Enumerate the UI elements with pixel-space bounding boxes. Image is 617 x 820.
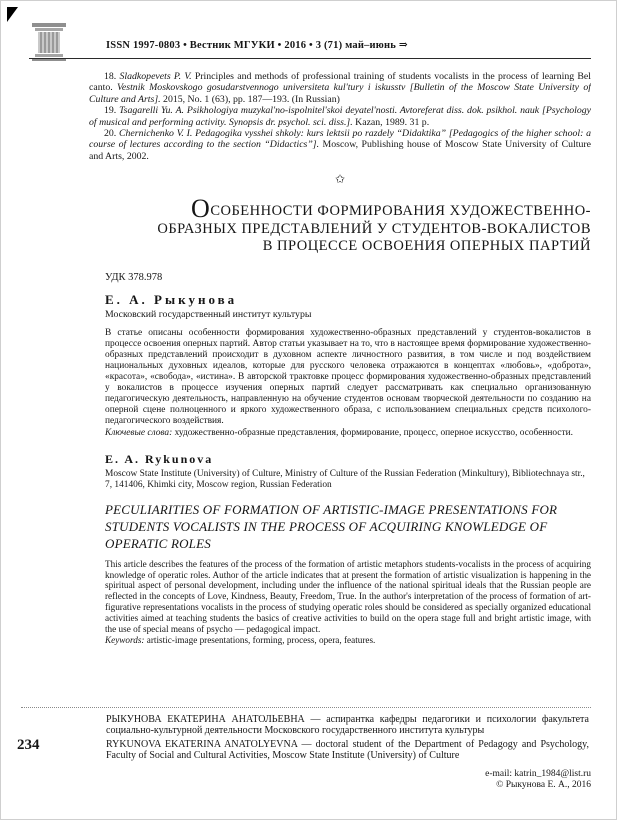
page-number: 234	[17, 737, 40, 753]
keywords-en-label: Keywords:	[105, 635, 145, 646]
reference-tail: Kazan, 1989. 31 p.	[352, 116, 430, 128]
reference-author: Sladkopevets P. V.	[119, 71, 195, 82]
reference-tail: 2015, No. 1 (63), pp. 187—193. (In Russian)	[160, 93, 340, 105]
author-affiliation-en: Moscow State Institute (University) of Culture, Ministry of Culture of the Russian Federation (Minkultury), Bibliotechnaya str., 7, 141406, Khimki city, Moscow region, Russian Federation	[105, 468, 585, 491]
keywords-en	[105, 635, 591, 646]
reference-item-20	[89, 128, 591, 162]
abstract-ru: В статье описаны особенности формирования художественно-образных представлений у студентов-вокалистов в процессе освоения оперных партий. Автор статьи указывает на то, что в настоящее время формирование художественно-образных представлений происходит в духовном аспекте личностного развития, в том числе и под воздействием национальных духовных идеалов, которые для русского человека отражаются в концептах «любовь», «доброта», «красота», «свобода», «истина». В авторской трактовке процесс формирования художественно-образных представлений у вокалистов в процессе изучения оперных партий следует рассматривать как специально организованную педагогическую деятельность, направленную на обучение студентов основам творческой деятельности по созданию на оперной сцене полноценного и яркого художественного образа, с использованием специальных средств психолого-педагогического воздействия.	[105, 327, 591, 426]
keywords-ru-label: Ключевые слова:	[105, 427, 173, 438]
reference-number: 20.	[104, 128, 119, 140]
references-section	[89, 71, 591, 162]
article-title-ru	[89, 194, 591, 256]
author-affiliation-ru: Московский государственный институт культуры	[105, 308, 312, 320]
title-line-2: ОБРАЗНЫХ ПРЕДСТАВЛЕНИЙ У СТУДЕНТОВ-ВОКАЛИСТОВ	[157, 220, 591, 237]
title-line-1	[89, 194, 591, 224]
udc-code: УДК 378.978	[105, 271, 163, 283]
author-email: e-mail: katrin_1984@list.ru	[485, 769, 591, 780]
reference-source: Vestnik Moskovskogo gosudarstvennogo universiteta kul'tury i iskusstv [Bulletin of the Moscow State University of Culture and Arts].	[89, 82, 591, 105]
abstract-en: This article describes the features of the process of the formation of artistic metaphors students-vocalists in the process of acquiring knowledge of operatic roles. Author of the article indicates that at present the formation of artistic visualization is happening in the spiritual aspect of personal development, including under the influence of the national spiritual ideals that the Russian people are reflected in the concepts of Love, Kindness, Beauty, Freedom, True. In the author's interpretation of the process of formation of art-figurative representations vocalists in the process of studying operatic roles should be considered as specially organized educational activities aimed at teaching students the basics of creative activities to build on the opera stage full and bright artistic image, with the use of special means of psycho — pedagogical impact.	[105, 558, 591, 634]
article-ru-block	[105, 272, 591, 439]
section-star-divider-icon: ✩	[334, 172, 346, 187]
reference-author: Chernichenko V. I.	[119, 128, 196, 140]
title-line-1-text: СОБЕННОСТИ ФОРМИРОВАНИЯ ХУДОЖЕСТВЕННО-	[210, 203, 591, 220]
article-title-en: PECULIARITIES OF FORMATION OF ARTISTIC-IMAGE PRESENTATIONS FOR STUDENTS VOCALISTS IN THE PROCESS OF ACQUIRING KNOWLEDGE OF OPERATIC ROLES	[105, 501, 558, 551]
page-content	[89, 71, 591, 711]
author-name-en: E. A. Rykunova	[105, 451, 214, 466]
author-bio-ru: РЫКУНОВА ЕКАТЕРИНА АНАТОЛЬЕВНА — аспирантка кафедры педагогики и психологии факультета социально-культурной деятельности Московского государственного института культуры	[106, 714, 589, 736]
reference-item-19	[89, 105, 591, 128]
reference-title: Principles and methods of professional training of students vocalists in the process of learning Bel canto.	[89, 71, 591, 94]
reference-source: Pedagogika vysshei shkoly: kurs lektsii po razdely “Didaktika” [Pedagogics of the higher school: a course of lectures according to the section “Didactics”].	[89, 128, 591, 151]
title-line-3: В ПРОЦЕССЕ ОСВОЕНИЯ ОПЕРНЫХ ПАРТИЙ	[262, 238, 591, 255]
header-divider-rule	[29, 58, 591, 59]
author-bio-en: RYKUNOVA EKATERINA ANATOLYEVNA — doctoral student of the Department of Pedagogy and Psychology, Faculty of Social and Cultural Activities, Moscow State Institute (University) of Culture	[106, 739, 589, 761]
keywords-en-list: artistic-image presentations, forming, process, opera, features.	[144, 635, 376, 646]
article-en-block	[105, 452, 591, 646]
reference-tail: Moscow, Publishing house of Moscow State University of Culture and Arts, 2002.	[89, 139, 591, 162]
reference-number: 18.	[104, 71, 120, 82]
mguki-column-logo-icon	[29, 21, 69, 61]
keywords-ru	[105, 428, 591, 439]
reference-number: 19.	[104, 105, 120, 117]
author-name-ru: Е. А. Рыкунова	[105, 291, 238, 307]
author-info-footer	[21, 707, 591, 790]
corner-print-mark	[7, 7, 18, 22]
reference-item-18	[89, 71, 591, 105]
keywords-ru-list: художественно-образные представления, формирование, процесс, оперное искусство, особенности.	[172, 427, 573, 438]
journal-issn-line: ISSN 1997-0803 • Вестник МГУКИ • 2016 • 3 (71) май–июнь ⇒	[106, 40, 408, 51]
reference-author: Tsagarelli Yu. A.	[119, 105, 187, 117]
title-drop-initial: О	[191, 194, 211, 224]
reference-source: Psikhologiya muzykal'no-ispolnitel'skoi deyatel'nosti. Avtoreferat diss. dok. psikhol. nauk [Psychology of musical and performing activity. Synopsis dr. psychol. sci. diss.].	[89, 105, 591, 128]
copyright-line: © Рыкунова Е. А., 2016	[496, 780, 591, 791]
